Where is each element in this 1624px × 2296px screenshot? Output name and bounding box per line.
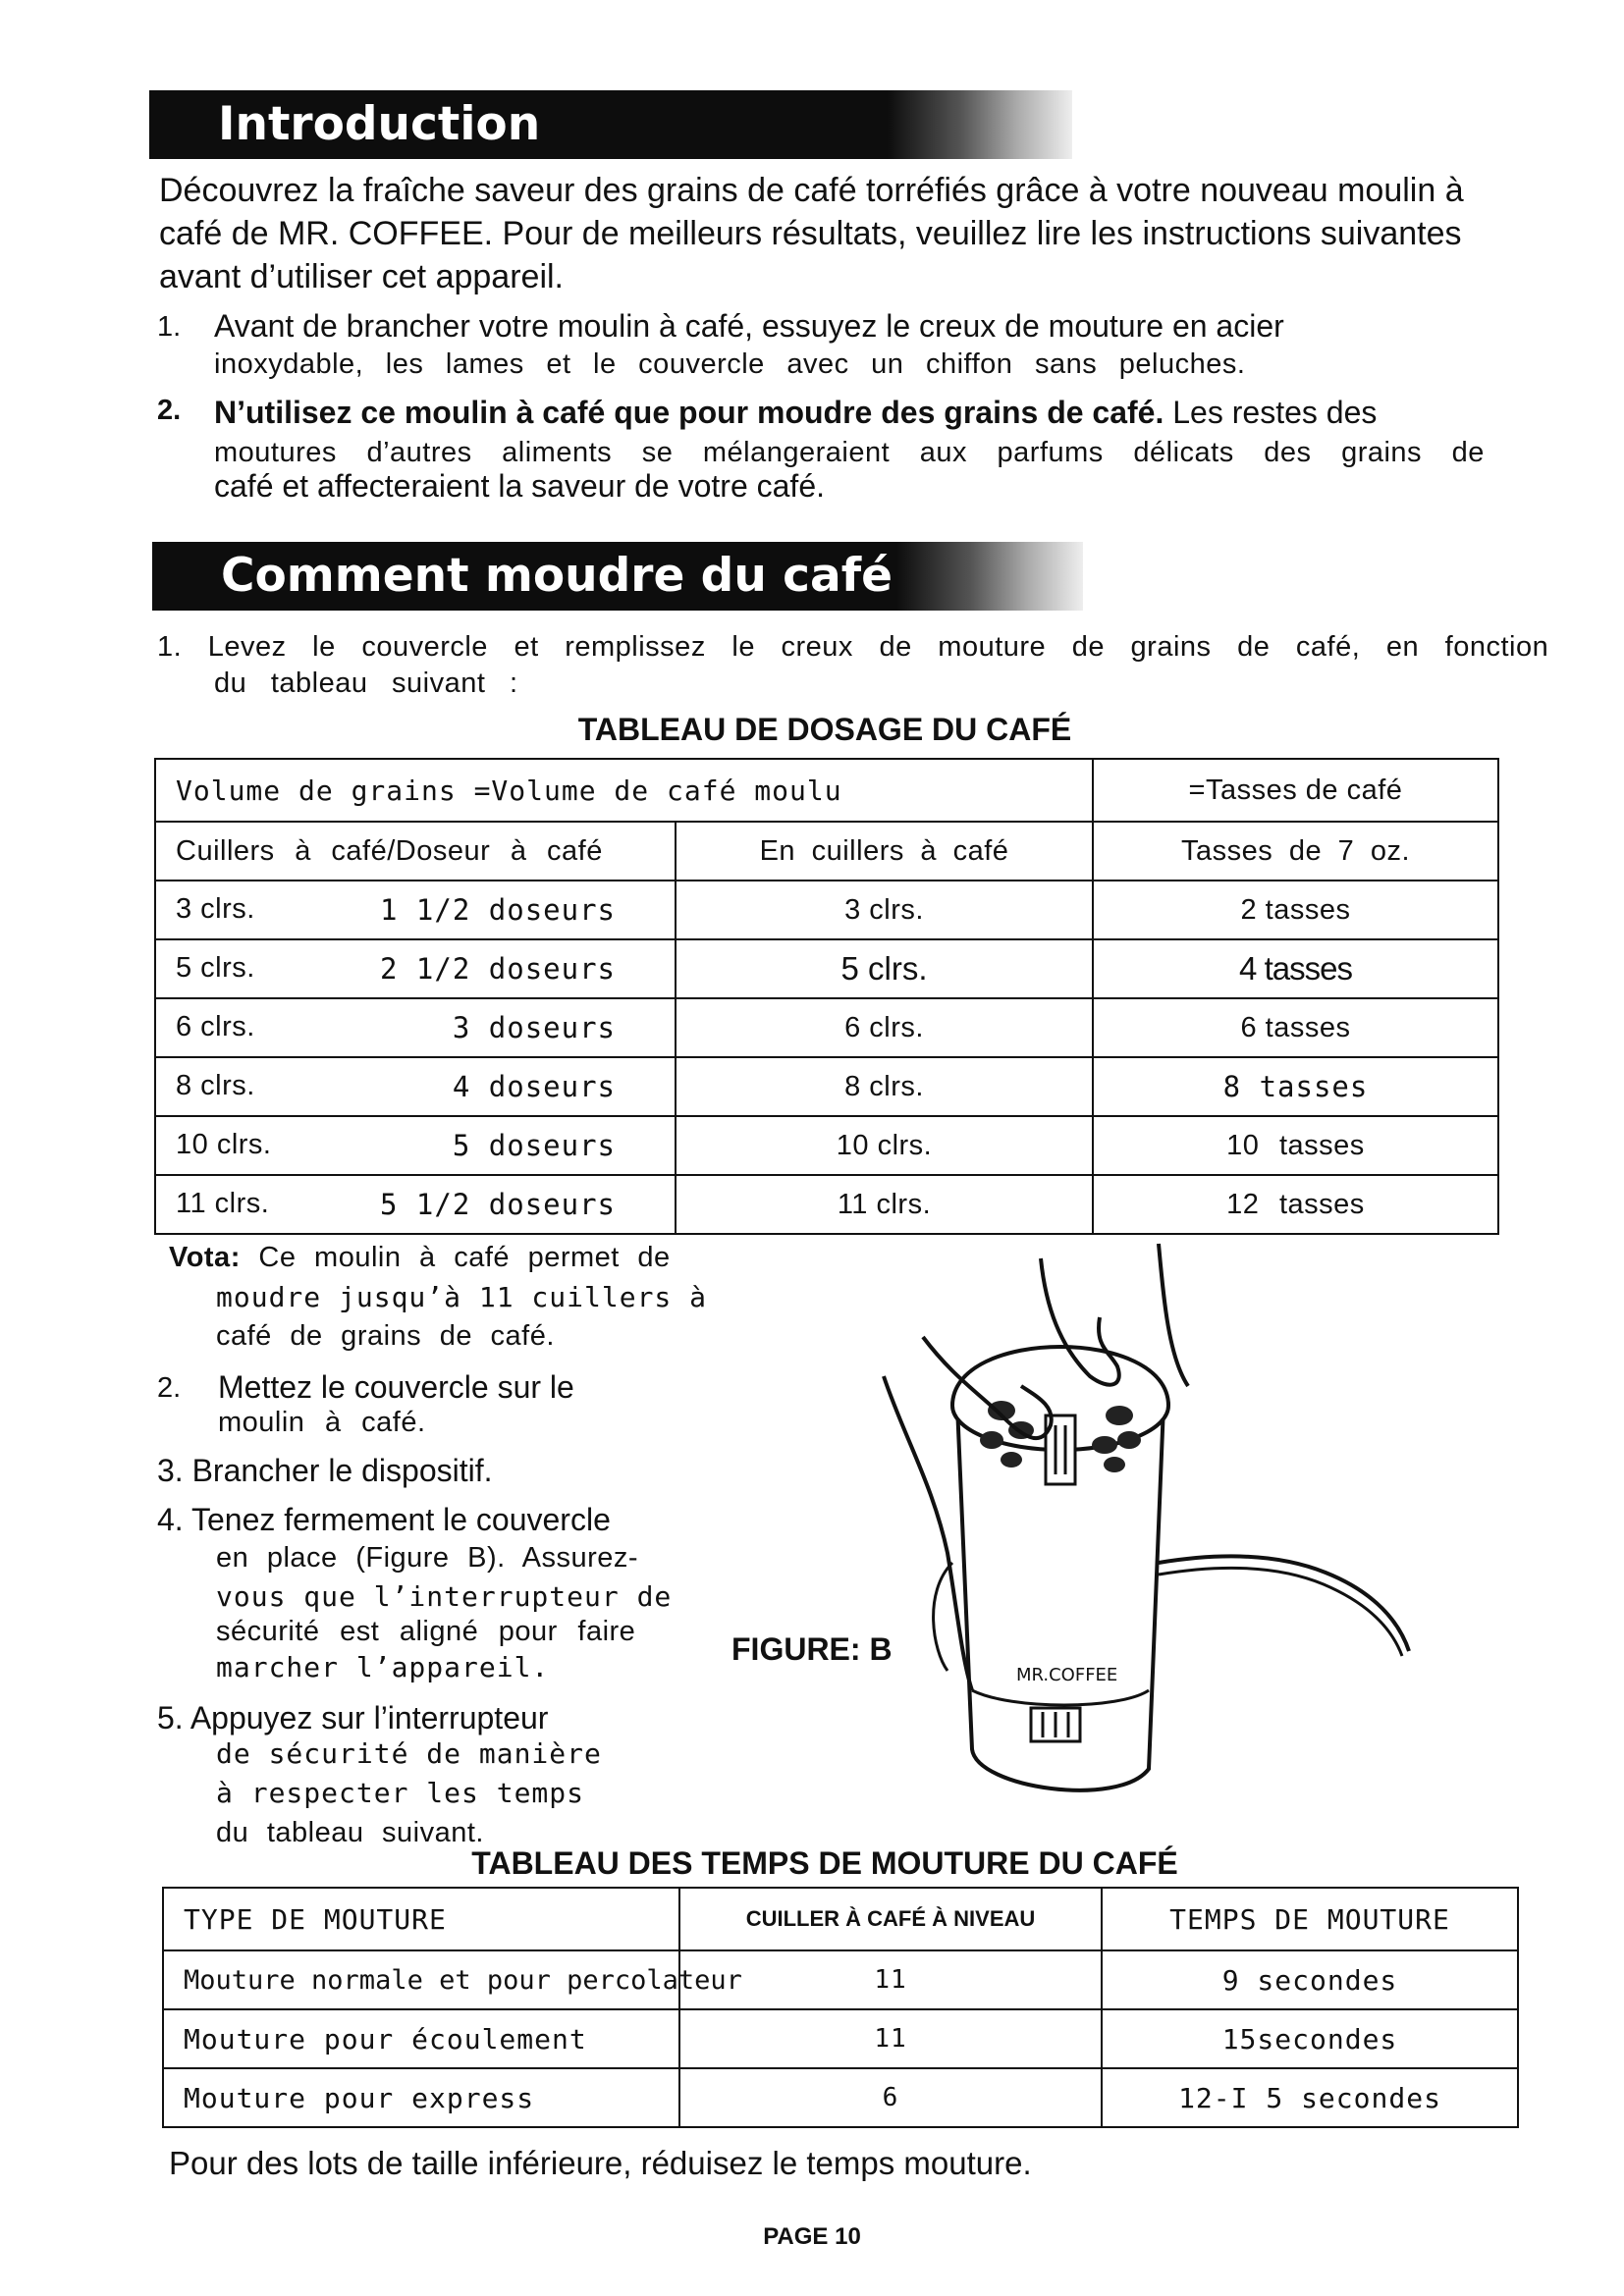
intro-item-2-rest: Les restes des xyxy=(1164,395,1378,430)
dosage-table xyxy=(154,758,1499,1235)
dosage-header-cups: =Tasses de café xyxy=(1093,759,1498,822)
coffee-grinder-illustration xyxy=(864,1239,1414,1828)
dosage-cups: 10 tasses xyxy=(1093,1116,1498,1175)
note-line2: moudre jusqu’à 11 cuillers à xyxy=(216,1281,708,1313)
dosage-row xyxy=(155,998,1498,1057)
dosage-scoops: 3 doseurs xyxy=(452,1011,616,1044)
time-spoons: 11 xyxy=(679,2009,1102,2068)
dosage-spoons: 3 clrs. xyxy=(176,893,255,925)
intro-item-2-line3: café et affecteraient la saveur de votre café. xyxy=(214,468,825,504)
step2-line2: moulin à café. xyxy=(218,1407,426,1438)
dosage-ground: 8 clrs. xyxy=(676,1057,1093,1116)
dosage-row-spoons-scoops xyxy=(155,881,676,939)
intro-item-2-line1 xyxy=(214,395,1377,431)
intro-item-2-number: 2. xyxy=(157,395,182,426)
dosage-scoops: 1 1/2 doseurs xyxy=(380,893,616,927)
dosage-row-spoons-scoops xyxy=(155,1116,676,1175)
dosage-table-title: TABLEAU DE DOSAGE DU CAFÉ xyxy=(577,712,1072,747)
step4-line4: sécurité est aligné pour faire xyxy=(216,1616,636,1647)
dosage-row xyxy=(155,1116,1498,1175)
intro-header: Introduction xyxy=(149,90,1072,159)
dosage-header-ground: En cuillers à café xyxy=(676,822,1093,881)
time-duration: 15secondes xyxy=(1102,2009,1518,2068)
time-table xyxy=(162,1887,1519,2128)
dosage-spoons: 11 clrs. xyxy=(176,1188,270,1219)
step4-line3: vous que l’interrupteur de xyxy=(216,1580,673,1613)
dosage-spoons: 10 clrs. xyxy=(176,1129,272,1160)
grind-header: Comment moudre du café xyxy=(152,542,1083,611)
dosage-cups: 8 tasses xyxy=(1093,1057,1498,1116)
page-number: PAGE 10 xyxy=(763,2223,861,2250)
dosage-row xyxy=(155,1057,1498,1116)
note-text: Ce moulin à café permet de xyxy=(240,1242,671,1273)
dosage-ground: 10 clrs. xyxy=(676,1116,1093,1175)
dosage-row xyxy=(155,939,1498,998)
time-row xyxy=(163,2068,1518,2127)
intro-item-1-line2: inoxydable, les lames et le couvercle avec un chiffon sans peluches. xyxy=(214,348,1246,380)
dosage-header-cup-size: Tasses de 7 oz. xyxy=(1093,822,1498,881)
dosage-scoops: 4 doseurs xyxy=(452,1070,616,1103)
dosage-header-spoons-scoops: Cuillers à café/Doseur à café xyxy=(155,822,676,881)
time-duration: 12-I 5 secondes xyxy=(1102,2068,1518,2127)
time-table-title: TABLEAU DES TEMPS DE MOUTURE DU CAFÉ xyxy=(471,1845,1178,1881)
dosage-scoops: 5 doseurs xyxy=(452,1129,616,1162)
dosage-header-row-2 xyxy=(155,822,1498,881)
dosage-scoops: 5 1/2 doseurs xyxy=(380,1188,616,1221)
time-duration: 9 secondes xyxy=(1102,1950,1518,2009)
dosage-row-spoons-scoops xyxy=(155,1175,676,1234)
time-header-time: TEMPS DE MOUTURE xyxy=(1102,1888,1518,1950)
intro-item-1-line1: Avant de brancher votre moulin à café, essuyez le creux de mouture en acier xyxy=(214,308,1284,344)
time-header-type: TYPE DE MOUTURE xyxy=(163,1888,679,1950)
figure-label: FIGURE: B xyxy=(731,1631,893,1667)
intro-paragraph: Découvrez la fraîche saveur des grains de café torréfiés grâce à votre nouveau moulin à café de MR. COFFEE. Pour de meilleurs résultats, veuillez lire les instructions suivantes avant d’utiliser cet appareil. xyxy=(159,172,1464,295)
dosage-row-spoons-scoops xyxy=(155,939,676,998)
step4-line2: en place (Figure B). Assurez- xyxy=(216,1542,639,1574)
dosage-header-volume: Volume de grains =Volume de café moulu xyxy=(155,759,1093,822)
intro-item-1-number: 1. xyxy=(157,311,182,343)
time-spoons: 6 xyxy=(679,2068,1102,2127)
time-spoons: 11 xyxy=(679,1950,1102,2009)
step3: 3. Brancher le dispositif. xyxy=(157,1453,493,1488)
dosage-row xyxy=(155,1175,1498,1234)
footer-note: Pour des lots de taille inférieure, réduisez le temps mouture. xyxy=(169,2145,1032,2181)
dosage-cups: 4 tasses xyxy=(1093,939,1498,998)
dosage-ground: 6 clrs. xyxy=(676,998,1093,1057)
note-line3: café de grains de café. xyxy=(216,1320,555,1352)
dosage-row-spoons-scoops xyxy=(155,1057,676,1116)
step2-number: 2. xyxy=(157,1372,182,1404)
note-line1 xyxy=(169,1239,671,1276)
time-row xyxy=(163,2009,1518,2068)
dosage-row xyxy=(155,881,1498,939)
dosage-cups: 6 tasses xyxy=(1093,998,1498,1057)
step5-line2: de sécurité de manière xyxy=(216,1737,602,1770)
intro-item-2-line2: moutures d’autres aliments se mélangeraient aux parfums délicats des grains de xyxy=(214,437,1485,468)
figure-brand-label: MR.COFFEE xyxy=(1016,1665,1118,1685)
note-label: Vota: xyxy=(169,1242,241,1273)
dosage-scoops: 2 1/2 doseurs xyxy=(380,952,616,986)
dosage-spoons: 8 clrs. xyxy=(176,1070,255,1101)
dosage-ground: 3 clrs. xyxy=(676,881,1093,939)
dosage-ground: 5 clrs. xyxy=(676,939,1093,998)
dosage-row-spoons-scoops xyxy=(155,998,676,1057)
step5-line1: 5. Appuyez sur l’interrupteur xyxy=(157,1700,549,1735)
dosage-spoons: 5 clrs. xyxy=(176,952,255,984)
step5-line4: du tableau suivant. xyxy=(216,1817,484,1848)
dosage-cups: 12 tasses xyxy=(1093,1175,1498,1234)
grind-step1-line1: 1. Levez le couvercle et remplissez le creux de mouture de grains de café, en fonction xyxy=(157,631,1549,663)
step5-line3: à respecter les temps xyxy=(216,1777,585,1809)
time-type: Mouture normale et pour percolateur xyxy=(163,1950,679,2009)
dosage-spoons: 6 clrs. xyxy=(176,1011,255,1042)
grind-step1-line2: du tableau suivant : xyxy=(214,667,518,699)
step2-line1: Mettez le couvercle sur le xyxy=(218,1369,574,1405)
intro-item-2-bold: N’utilisez ce moulin à café que pour moudre des grains de café. xyxy=(214,395,1164,430)
step4-line1: 4. Tenez fermement le couvercle xyxy=(157,1502,611,1537)
time-row xyxy=(163,1950,1518,2009)
dosage-ground: 11 clrs. xyxy=(676,1175,1093,1234)
time-header-row xyxy=(163,1888,1518,1950)
dosage-cups: 2 tasses xyxy=(1093,881,1498,939)
time-type: Mouture pour express xyxy=(163,2068,679,2127)
step4-line5: marcher l’appareil. xyxy=(216,1651,550,1683)
time-type: Mouture pour écoulement xyxy=(163,2009,679,2068)
dosage-header-row-1 xyxy=(155,759,1498,822)
time-header-spoons: CUILLER À CAFÉ À NIVEAU xyxy=(679,1888,1102,1950)
